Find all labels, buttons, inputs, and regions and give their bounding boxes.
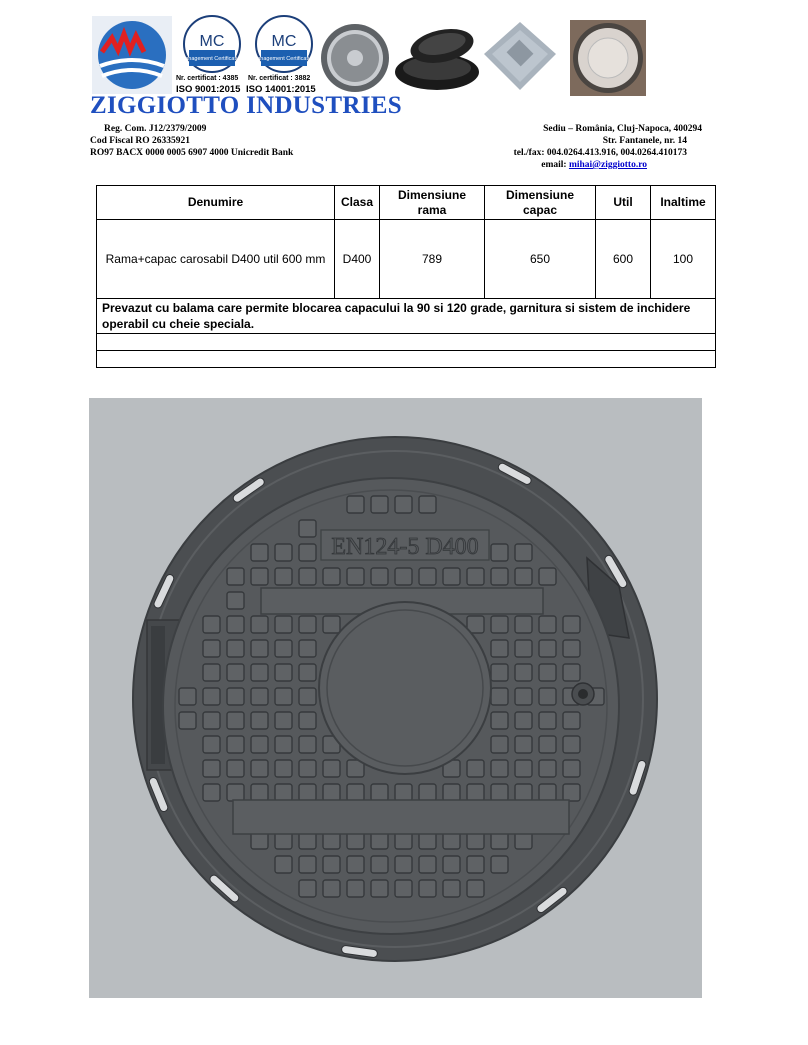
grid-pad: [299, 640, 316, 657]
grid-pad: [491, 688, 508, 705]
grid-pad: [203, 616, 220, 633]
grid-pad: [227, 760, 244, 777]
company-name: ZIGGIOTTO INDUSTRIES: [90, 92, 402, 119]
grid-pad: [251, 736, 268, 753]
grid-pad: [563, 760, 580, 777]
grid-pad: [563, 712, 580, 729]
cert2-logo-text: MC: [271, 33, 297, 50]
grid-pad: [299, 688, 316, 705]
grid-pad: [203, 640, 220, 657]
grid-pad: [491, 544, 508, 561]
grid-pad: [515, 616, 532, 633]
grid-pad: [491, 712, 508, 729]
grid-pad: [539, 568, 556, 585]
cert1-standard: ISO 9001:2015: [176, 84, 241, 95]
product-thumb-round-cover: [318, 22, 392, 94]
cell-denumire: Rama+capac carosabil D400 util 600 mm: [97, 220, 335, 299]
grid-pad: [419, 784, 436, 801]
grid-pad: [275, 784, 292, 801]
grid-pad: [515, 688, 532, 705]
grid-pad: [371, 856, 388, 873]
grid-pad: [275, 856, 292, 873]
grid-pad: [539, 640, 556, 657]
col-clasa: Clasa: [335, 186, 380, 220]
grid-pad: [251, 616, 268, 633]
grid-pad: [515, 736, 532, 753]
header-logo-strip: [92, 14, 652, 96]
grid-pad: [515, 784, 532, 801]
manhole-cover-render: [89, 398, 702, 998]
grid-pad: [299, 520, 316, 537]
grid-pad: [251, 712, 268, 729]
grid-pad: [251, 640, 268, 657]
grid-pad: [491, 736, 508, 753]
grid-pad: [299, 664, 316, 681]
grid-pad: [395, 856, 412, 873]
grid-pad: [539, 784, 556, 801]
col-inaltime: Inaltime: [651, 186, 716, 220]
grid-pad: [419, 568, 436, 585]
grid-pad: [539, 664, 556, 681]
grid-pad: [539, 736, 556, 753]
grid-pad: [443, 880, 460, 897]
grid-pad: [491, 760, 508, 777]
grid-pad: [467, 880, 484, 897]
table-header-row: [97, 186, 716, 220]
note-row: [97, 299, 716, 334]
grid-pad: [539, 688, 556, 705]
grid-pad: [227, 592, 244, 609]
col-dim-rama: Dimensiune rama: [380, 186, 485, 220]
grid-pad: [299, 616, 316, 633]
grid-pad: [227, 712, 244, 729]
grid-pad: [323, 616, 340, 633]
grid-pad: [395, 784, 412, 801]
grid-pad: [539, 616, 556, 633]
grid-pad: [395, 880, 412, 897]
grid-pad: [539, 760, 556, 777]
grid-pad: [515, 664, 532, 681]
grid-pad: [347, 784, 364, 801]
email-line: [541, 160, 647, 172]
grid-pad: [371, 880, 388, 897]
grid-pad: [491, 616, 508, 633]
cert-logo-14001: [246, 16, 316, 95]
grid-pad: [251, 568, 268, 585]
grid-pad: [515, 712, 532, 729]
center-disc: [319, 602, 491, 774]
grid-pad: [563, 736, 580, 753]
col-dim-capac: Dimensiune capac: [485, 186, 596, 220]
grid-pad: [227, 664, 244, 681]
grid-pad: [563, 784, 580, 801]
grid-pad: [299, 568, 316, 585]
bank-account: RO97 BACX 0000 0005 6907 4000 Unicredit Bank: [90, 148, 294, 158]
grid-pad: [227, 568, 244, 585]
grid-pad: [299, 880, 316, 897]
grid-pad: [563, 664, 580, 681]
grid-pad: [371, 784, 388, 801]
product-thumb-hinged-cover: [395, 24, 479, 90]
grid-pad: [371, 496, 388, 513]
grid-pad: [419, 856, 436, 873]
grid-pad: [467, 568, 484, 585]
cell-clasa: D400: [335, 220, 380, 299]
grid-pad: [203, 664, 220, 681]
grid-pad: [275, 664, 292, 681]
grid-pad: [395, 496, 412, 513]
grid-pad: [491, 856, 508, 873]
cert2-number: Nr. certificat : 3882: [248, 75, 311, 82]
cell-note: Prevazut cu balama care permite blocarea capacului la 90 si 120 grade, garnitura si sistem de inchidere operabil cu cheie speciala.: [97, 299, 716, 334]
cover-bar-bottom: [233, 800, 569, 834]
grid-pad: [299, 712, 316, 729]
grid-pad: [275, 712, 292, 729]
grid-pad: [323, 880, 340, 897]
grid-pad: [347, 856, 364, 873]
grid-pad: [515, 640, 532, 657]
empty-row: [97, 334, 716, 351]
cell-dim-capac: 650: [485, 220, 596, 299]
grid-pad: [227, 616, 244, 633]
grid-pad: [323, 784, 340, 801]
grid-pad: [179, 712, 196, 729]
grid-pad: [467, 784, 484, 801]
street-address: Str. Fantanele, nr. 14: [602, 136, 687, 146]
grid-pad: [203, 712, 220, 729]
email-link[interactable]: mihai@ziggiotto.ro: [568, 160, 647, 170]
phone-fax: tel./fax: 004.0264.413.916, 004.0264.410173: [513, 148, 687, 158]
grid-pad: [419, 880, 436, 897]
grid-pad: [443, 856, 460, 873]
grid-pad: [275, 736, 292, 753]
cert2-standard: ISO 14001:2015: [246, 84, 316, 95]
grid-pad: [323, 856, 340, 873]
grid-pad: [251, 544, 268, 561]
embossed-text: EN124-5 D400: [331, 534, 479, 560]
grid-pad: [227, 640, 244, 657]
svg-text:Management Certification: Management Certification: [180, 56, 244, 62]
grid-pad: [227, 688, 244, 705]
cert-logo-9001: [176, 16, 243, 95]
grid-pad: [347, 496, 364, 513]
grid-pad: [467, 856, 484, 873]
grid-pad: [323, 568, 340, 585]
grid-pad: [323, 760, 340, 777]
spec-table: [96, 185, 716, 368]
col-denumire: Denumire: [97, 186, 335, 220]
product-thumb-square-cover: [484, 20, 556, 92]
grid-pad: [395, 568, 412, 585]
grid-pad: [515, 544, 532, 561]
grid-pad: [251, 760, 268, 777]
grid-pad: [491, 664, 508, 681]
grid-pad: [299, 784, 316, 801]
cert1-logo-text: MC: [199, 33, 225, 50]
grid-pad: [203, 760, 220, 777]
grid-pad: [203, 736, 220, 753]
grid-pad: [299, 856, 316, 873]
empty-row: [97, 351, 716, 368]
grid-pad: [491, 568, 508, 585]
cell-inaltime: 100: [651, 220, 716, 299]
svg-text:Management Certification: Management Certification: [252, 56, 316, 62]
cell-util: 600: [596, 220, 651, 299]
grid-pad: [203, 688, 220, 705]
grid-pad: [347, 568, 364, 585]
grid-pad: [347, 880, 364, 897]
grid-pad: [251, 688, 268, 705]
cert1-number: Nr. certificat : 4385: [176, 75, 239, 82]
grid-pad: [179, 688, 196, 705]
table-row: [97, 220, 716, 299]
grid-pad: [299, 544, 316, 561]
grid-pad: [203, 784, 220, 801]
grid-pad: [467, 760, 484, 777]
company-logo: [92, 16, 172, 94]
cell-dim-rama: 789: [380, 220, 485, 299]
grid-pad: [371, 568, 388, 585]
grid-pad: [563, 616, 580, 633]
grid-pad: [275, 640, 292, 657]
grid-pad: [443, 568, 460, 585]
grid-pad: [515, 568, 532, 585]
grid-pad: [275, 568, 292, 585]
email-label: email:: [541, 160, 567, 170]
grid-pad: [299, 736, 316, 753]
sediu: Sediu – România, Cluj-Napoca, 400294: [543, 124, 702, 134]
reg-com: Reg. Com. J12/2379/2009: [104, 124, 207, 134]
grid-pad: [515, 760, 532, 777]
grid-pad: [491, 784, 508, 801]
grid-pad: [251, 784, 268, 801]
grid-pad: [251, 664, 268, 681]
grid-pad: [275, 688, 292, 705]
cod-fiscal: Cod Fiscal RO 26335921: [90, 136, 191, 146]
grid-pad: [299, 760, 316, 777]
grid-pad: [491, 640, 508, 657]
grid-pad: [539, 712, 556, 729]
grid-pad: [563, 640, 580, 657]
grid-pad: [227, 736, 244, 753]
grid-pad: [443, 784, 460, 801]
grid-pad: [275, 616, 292, 633]
grid-pad: [419, 496, 436, 513]
product-thumb-round-light-cover: [570, 20, 646, 96]
grid-pad: [275, 760, 292, 777]
grid-pad: [275, 544, 292, 561]
grid-pad: [227, 784, 244, 801]
col-util: Util: [596, 186, 651, 220]
